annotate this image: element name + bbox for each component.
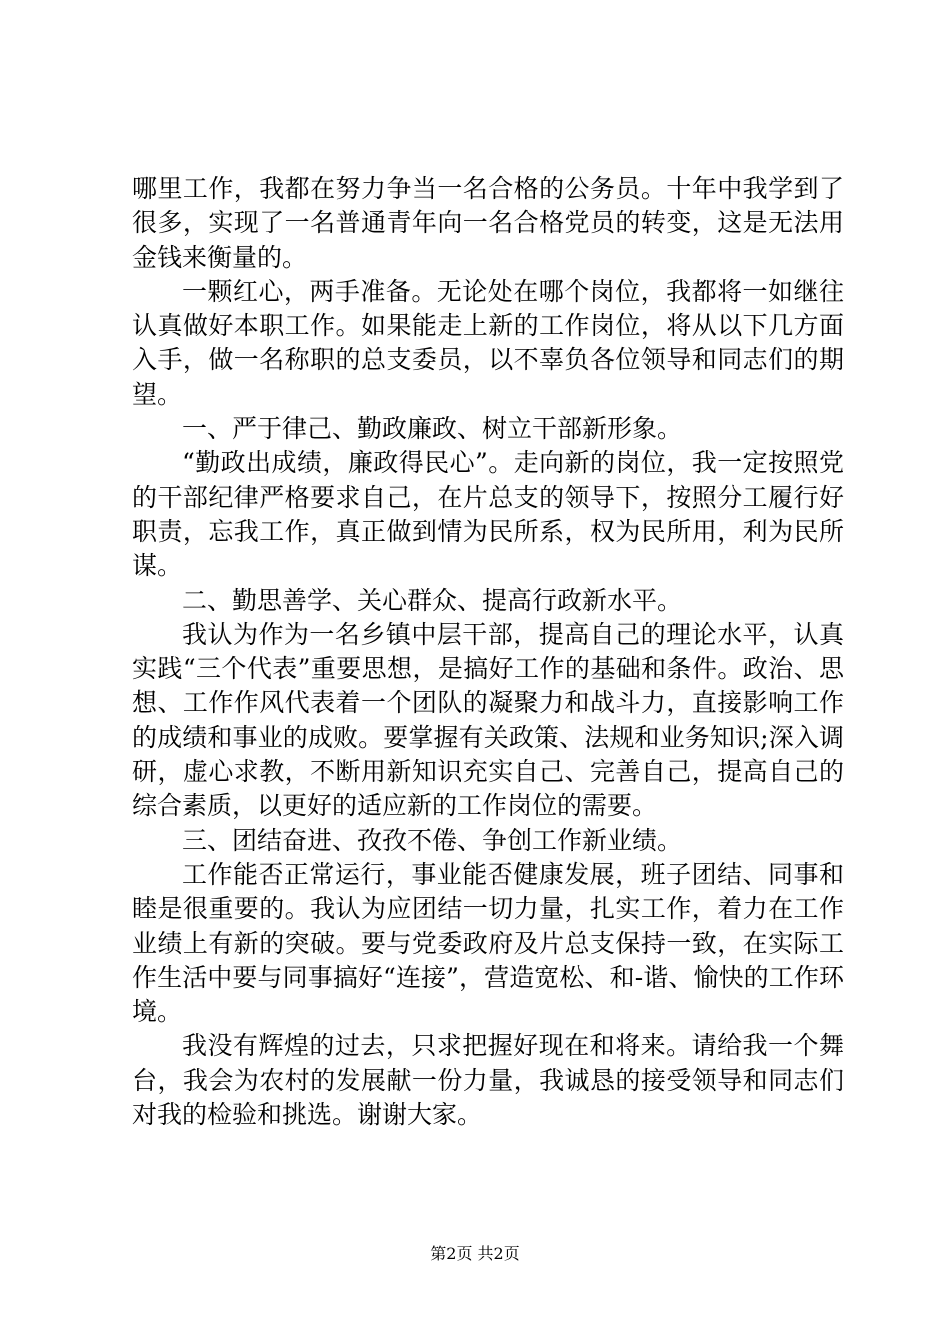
paragraph-4: 我认为作为一名乡镇中层干部，提高自己的理论水平，认真实践“三个代表”重要思想，是搞好工作的基础和条件。政治、思想、工作作风代表着一个团队的凝聚力和战斗力，直接影响工作的成绩和事业的成败。要掌握有关政策、法规和业务知识;深入调研，虚心求教，不断用新知识充实自己、完善自己，提高自己的综合素质，以更好的适应新的工作岗位的需要。 xyxy=(132,619,844,821)
document-body xyxy=(132,172,844,1132)
paragraph-3: “勤政出成绩，廉政得民心”。走向新的岗位，我一定按照党的干部纪律严格要求自己，在片总支的领导下，按照分工履行好职责，忘我工作，真正做到情为民所系，权为民所用，利为民所谋。 xyxy=(132,448,844,581)
paragraph-6: 我没有辉煌的过去，只求把握好现在和将来。请给我一个舞台，我会为农村的发展献一份力量，我诚恳的接受领导和同志们对我的检验和挑选。谢谢大家。 xyxy=(132,1031,844,1130)
paragraph-5: 工作能否正常运行，事业能否健康发展，班子团结、同事和睦是很重要的。我认为应团结一切力量，扎实工作，着力在工作业绩上有新的突破。要与党委政府及片总支保持一致，在实际工作生活中要与同事搞好“连接”，营造宽松、和-谐、愉快的工作环境。 xyxy=(132,859,844,1027)
page-number-footer: 第2页 共2页 xyxy=(430,1244,520,1263)
section-heading-2: 二、勤思善学、关心群众、提高行政新水平。 xyxy=(182,585,683,615)
paragraph-1: 哪里工作，我都在努力争当一名合格的公务员。十年中我学到了很多，实现了一名普通青年向一名合格党员的转变，这是无法用金钱来衡量的。 xyxy=(132,174,844,272)
paragraph-2: 一颗红心，两手准备。无论处在哪个岗位，我都将一如继往认真做好本职工作。如果能走上新的工作岗位，将从以下几方面入手，做一名称职的总支委员，以不辜负各位领导和同志们的期望。 xyxy=(132,276,844,409)
section-heading-1: 一、严于律己、勤政廉政、树立干部新形象。 xyxy=(182,414,683,444)
section-heading-3: 三、团结奋进、孜孜不倦、争创工作新业绩。 xyxy=(182,825,683,855)
